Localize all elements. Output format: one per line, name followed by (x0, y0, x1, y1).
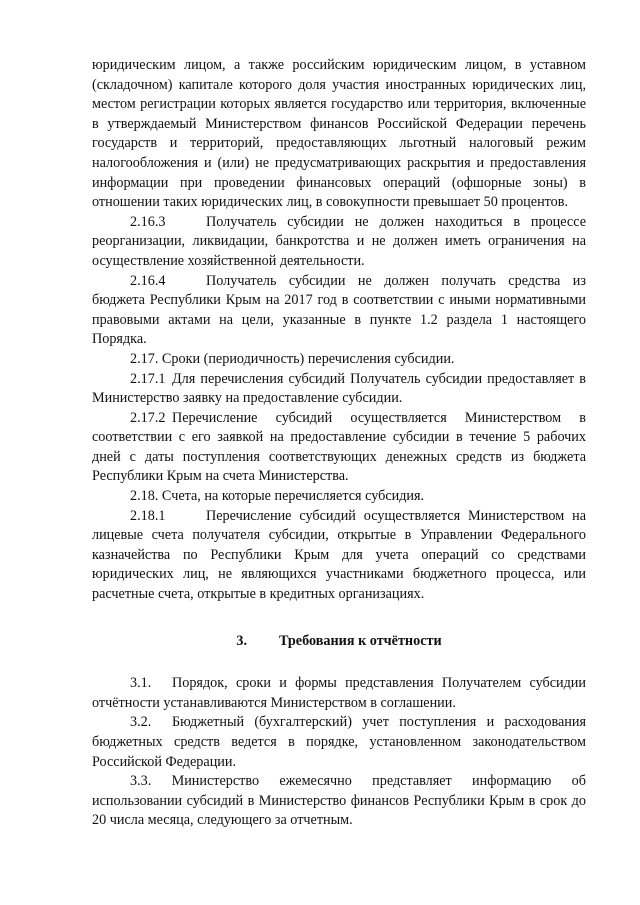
paragraph-2-18: 2.18. Счета, на которые перечисляется субсидия. (130, 488, 425, 505)
clause-number: 2.17.2 (130, 409, 166, 426)
clause-text: Получатель субсидии не должен получать средства из бюджета Республики Крым на 2017 год в соответствии с иными нормативными правовыми актами на цели, указанные в пункте 1.2 раздела 1 настоящего Порядка. (92, 272, 586, 348)
paragraph-3-2 (92, 713, 586, 772)
section-number: 3. (236, 632, 247, 649)
clause-number: 3.2. (130, 714, 152, 731)
section-heading (92, 632, 586, 652)
clause-number: 2.17.1 (130, 370, 166, 387)
clause-text: Перечисление субсидий осуществляется Министерством на лицевые счета получателя субсидии, открытые в Управлении Федерального казначейства по Республики Крым для учета операций со средствами юридических лиц, не являющихся участниками бюджетного процесса, или расчетные счета, открытые в кредитных организациях. (92, 507, 586, 603)
paragraph-2-16-4 (92, 272, 586, 350)
paragraph-3-3: 3.3. Министерство ежемесячно представляет информацию об использовании субсидий в Министерство финансов Республики Крым в срок до 20 числа месяца, следующего за отчетным. (92, 773, 586, 829)
paragraph-2-16-3 (92, 213, 586, 272)
clause-text: Перечисление субсидий осуществляется Министерством в соответствии с его заявкой на предоставление субсидии в течение 5 рабочих дней с даты поступления соответствующих денежных средств из бюджета Республики Крым на счета Министерства. (92, 409, 586, 485)
clause-text: Порядок, сроки и формы представления Получателем субсидии отчётности устанавливаются Министерством в соглашении. (92, 675, 586, 711)
paragraph-2-17-2 (92, 409, 586, 487)
paragraph-intro: юридическим лицом, а также российским юридическим лицом, в уставном (складочном) капитале которого доля участия иностранных юридических лиц, местом регистрации которых является государство или территория, включенные в утверждаемый Министерством финансов Российской Федерации перечень государств и территорий, предоставляющих льготный налоговый режим налогообложения и (или) не предусматривающих раскрытия и предоставления информации при проведении финансовых операций (офшорные зоны) в отношении таких юридических лиц, в совокупности превышает 50 процентов. (92, 57, 586, 211)
paragraph-3-1 (92, 674, 586, 713)
section-title: Требования к отчётности (278, 632, 442, 649)
paragraph-2-17: 2.17. Сроки (периодичность) перечисления субсидии. (130, 350, 455, 367)
clause-number: 2.16.4 (130, 272, 166, 289)
clause-number: 2.16.3 (130, 213, 166, 230)
paragraph-2-18-1 (92, 507, 586, 605)
clause-text: Бюджетный (бухгалтерский) учет поступления и расходования бюджетных средств ведется в порядке, установленном законодательством Российской Федерации. (92, 714, 586, 770)
clause-text: Получатель субсидии не должен находиться в процессе реорганизации, ликвидации, банкротства и не должен иметь ограничения на осуществление хозяйственной деятельности. (92, 213, 586, 269)
clause-number: 2.18.1 (130, 507, 166, 524)
clause-number: 3.1. (130, 675, 152, 692)
document-page (92, 56, 586, 831)
paragraph-2-17-1 (92, 370, 586, 409)
clause-text: Для перечисления субсидий Получатель субсидии предоставляет в Министерство заявку на предоставление субсидии. (92, 370, 586, 407)
